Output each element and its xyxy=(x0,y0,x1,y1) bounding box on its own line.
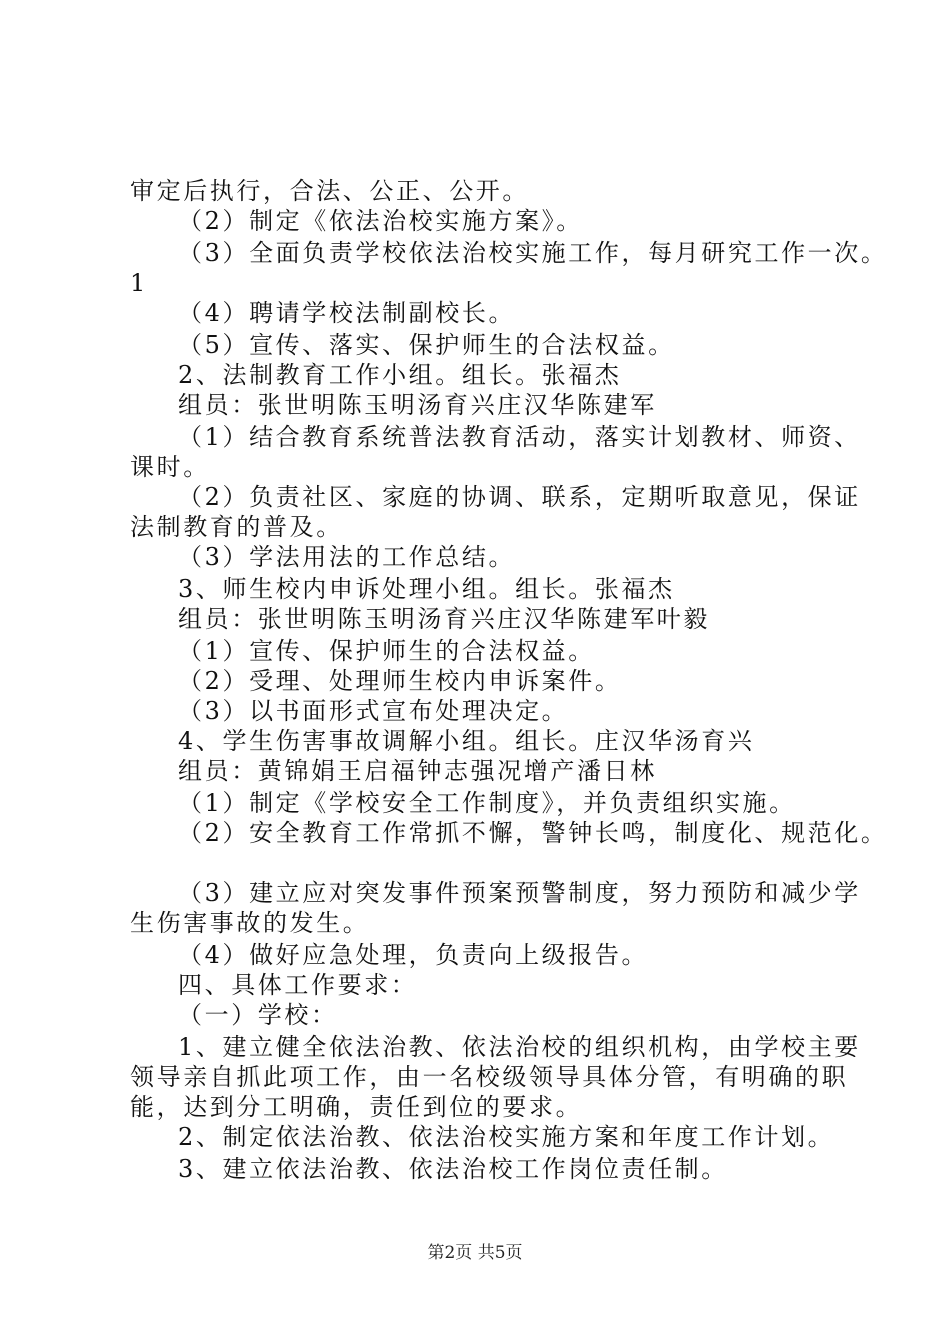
text-line: 1、建立健全依法治教、依法治校的组织机构，由学校主要 xyxy=(178,1033,861,1061)
text-line: 2、法制教育工作小组。组长。张福杰 xyxy=(178,361,622,389)
text-line: （1）结合教育系统普法教育活动，落实计划教材、师资、 xyxy=(178,423,861,451)
text-line: （3）建立应对突发事件预案预警制度，努力预防和减少学 xyxy=(178,879,861,907)
text-line: （1）宣传、保护师生的合法权益。 xyxy=(178,637,595,665)
text-line: 1 xyxy=(130,269,148,297)
text-line: 3、师生校内申诉处理小组。组长。张福杰 xyxy=(178,575,675,603)
text-line: 4、学生伤害事故调解小组。组长。庄汉华汤育兴 xyxy=(178,727,755,755)
text-line: 3、建立依法治教、依法治校工作岗位责任制。 xyxy=(178,1155,728,1183)
text-line: （3）学法用法的工作总结。 xyxy=(178,543,516,571)
text-line: 领导亲自抓此项工作，由一名校级领导具体分管，有明确的职 xyxy=(130,1063,849,1091)
text-line: （3）以书面形式宣布处理决定。 xyxy=(178,697,569,725)
text-line: （2）受理、处理师生校内申诉案件。 xyxy=(178,667,622,695)
text-line: 生伤害事故的发生。 xyxy=(130,909,370,937)
text-line: （一）学校： xyxy=(178,1001,338,1029)
text-line: 课时。 xyxy=(130,453,210,481)
text-line: 组员：张世明陈玉明汤育兴庄汉华陈建军 xyxy=(178,391,657,419)
text-line: （3）全面负责学校依法治校实施工作，每月研究工作一次。 xyxy=(178,239,888,267)
text-line: （2）安全教育工作常抓不懈，警钟长鸣，制度化、规范化。 xyxy=(178,819,888,847)
text-line: （5）宣传、落实、保护师生的合法权益。 xyxy=(178,331,675,359)
text-line: 组员：张世明陈玉明汤育兴庄汉华陈建军叶毅 xyxy=(178,605,710,633)
text-line: 审定后执行，合法、公正、公开。 xyxy=(130,177,529,205)
text-line: 四、具体工作要求： xyxy=(178,971,418,999)
text-line: 能，达到分工明确，责任到位的要求。 xyxy=(130,1093,583,1121)
page-footer: 第2页 共5页 xyxy=(427,1243,523,1263)
text-line: （2）负责社区、家庭的协调、联系，定期听取意见，保证 xyxy=(178,483,861,511)
text-line: （4）聘请学校法制副校长。 xyxy=(178,299,516,327)
text-line: 组员：黄锦娟王启福钟志强况增产潘日林 xyxy=(178,757,657,785)
text-line: 法制教育的普及。 xyxy=(130,513,343,541)
text-line: （1）制定《学校安全工作制度》，并负责组织实施。 xyxy=(178,789,796,817)
text-line: （2）制定《依法治校实施方案》。 xyxy=(178,207,583,235)
text-line: （4）做好应急处理，负责向上级报告。 xyxy=(178,941,649,969)
text-line: 2、制定依法治教、依法治校实施方案和年度工作计划。 xyxy=(178,1123,835,1151)
